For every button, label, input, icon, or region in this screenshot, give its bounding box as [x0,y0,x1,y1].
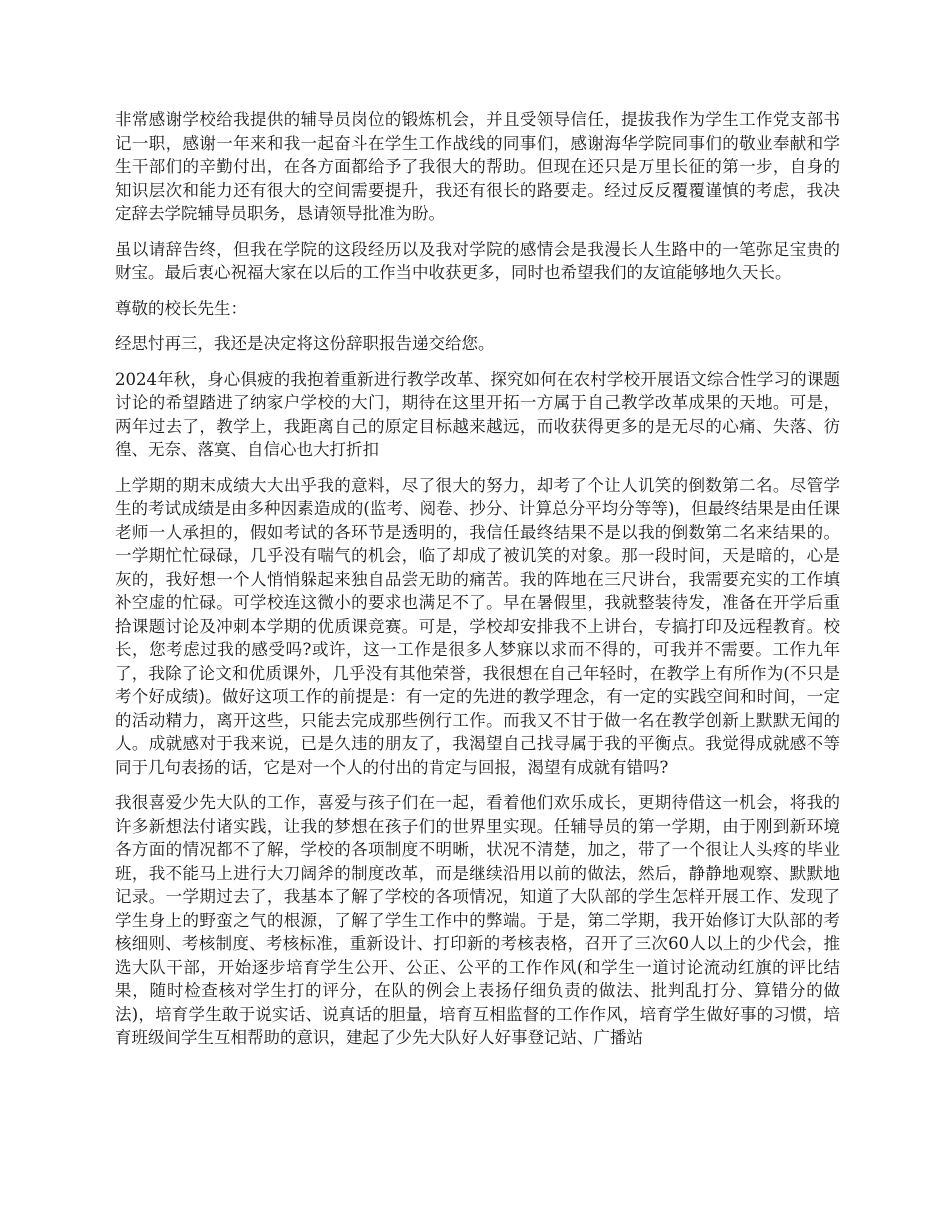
paragraph-background: 2024年秋，身心俱疲的我抱着重新进行教学改革、探究如何在农村学校开展语文综合性学习的课题讨论的希望踏进了纳家户学校的大门，期待在这里开拓一方属于自己教学改革成果的天地。可是，两年过去了，教学上，我距离自己的原定目标越来越远，而收获得更多的是无尽的心痛、失落、彷徨、无奈、落寞、自信心也大打折扣 [115,369,840,459]
paragraph-reasons: 上学期的期末成绩大大出乎我的意料，尽了很大的努力，却考了个让人讥笑的倒数第二名。尽管学生的考试成绩是由多种因素造成的(监考、阅卷、抄分、计算总分平均分等等)，但最终结果是由任课老师一人承担的，假如考试的各环节是透明的，我信任最终结果不是以我的倒数第二名来结果的。一学期忙忙碌碌，几乎没有喘气的机会，临了却成了被讥笑的对象。那一段时间，天是暗的，心是灰的，我好想一个人悄悄躲起来独自品尝无助的痛苦。我的阵地在三尺讲台，我需要充实的工作填补空虚的忙碌。可学校连这微小的要求也满足不了。早在暑假里，我就整装待发，准备在开学后重拾课题讨论及冲刺本学期的优质课竞赛。可是，学校却安排我不上讲台，专搞打印及远程教育。校长，您考虑过我的感受吗?或许，这一工作是很多人梦寐以求而不得的，可我并不需要。工作九年了，我除了论文和优质课外，几乎没有其他荣誉，我很想在自己年轻时，在教学上有所作为(不只是考个好成绩)。做好这项工作的前提是：有一定的先进的教学理念，有一定的实践空间和时间，一定的活动精力，离开这些，只能去完成那些例行工作。而我又不甘于做一名在教学创新上默默无闻的人。成就感对于我来说，已是久违的朋友了，我渴望自己找寻属于我的平衡点。我觉得成就感不等同于几句表扬的话，它是对一个人的付出的肯定与回报，渴望有成就有错吗? [115,475,840,777]
salutation: 尊敬的校长先生： [115,298,247,318]
paragraph-team-work: 我很喜爱少先大队的工作，喜爱与孩子们在一起，看着他们欢乐成长，更期待借这一机会，将我的许多新想法付诸实践，让我的梦想在孩子们的世界里实现。任辅导员的第一学期，由于刚到新环境各方面的情况都不了解，学校的各项制度不明晰，状况不清楚，加之，带了一个很让人头疼的毕业班，我不能马上进行大刀阔斧的制度改革，而是继续沿用以前的做法，然后，静静地观察、默默地记录。一学期过去了，我基本了解了学校的各项情况，知道了大队部的学生怎样开展工作、发现了学生身上的野蛮之气的根源，了解了学生工作中的弊端。于是，第二学期，我开始修订大队部的考核细则、考核制度、考核标准，重新设计、打印新的考核表格，召开了三次60人以上的少代会，推选大队干部，开始逐步培育学生公开、公正、公平的工作作风(和学生一道讨论流动红旗的评比结果，随时检查核对学生打的评分，在队的例会上表扬仔细负责的做法、批判乱打分、算错分的做法)，培育学生敢于说实话、说真话的胆量，培育互相监督的工作作风，培育学生做好事的习惯，培育班级间学生互相帮助的意识，建起了少先大队好人好事登记站、广播站 [115,793,840,1047]
paragraph-resignation-thanks: 非常感谢学校给我提供的辅导员岗位的锻炼机会，并且受领导信任，提拔我作为学生工作党支部书记一职，感谢一年来和我一起奋斗在学生工作战线的同事们，感谢海华学院同事们的敬业奉献和学生干部们的辛勤付出，在各方面都给予了我很大的帮助。但现在还只是万里长征的第一步，自身的知识层次和能力还有很大的空间需要提升，我还有很长的路要走。经过反反覆覆谨慎的考虑，我决定辞去学院辅导员职务，恳请领导批准为盼。 [115,110,840,223]
paragraph-decision: 经思忖再三，我还是决定将这份辞职报告递交给您。 [115,334,495,353]
document-body [115,108,840,1062]
paragraph-farewell-wishes: 虽以请辞告终，但我在学院的这段经历以及我对学院的感情会是我漫长人生路中的一笔弥足宝贵的财宝。最后衷心祝福大家在以后的工作当中收获更多，同时也希望我们的友谊能够地久天长。 [115,239,840,282]
